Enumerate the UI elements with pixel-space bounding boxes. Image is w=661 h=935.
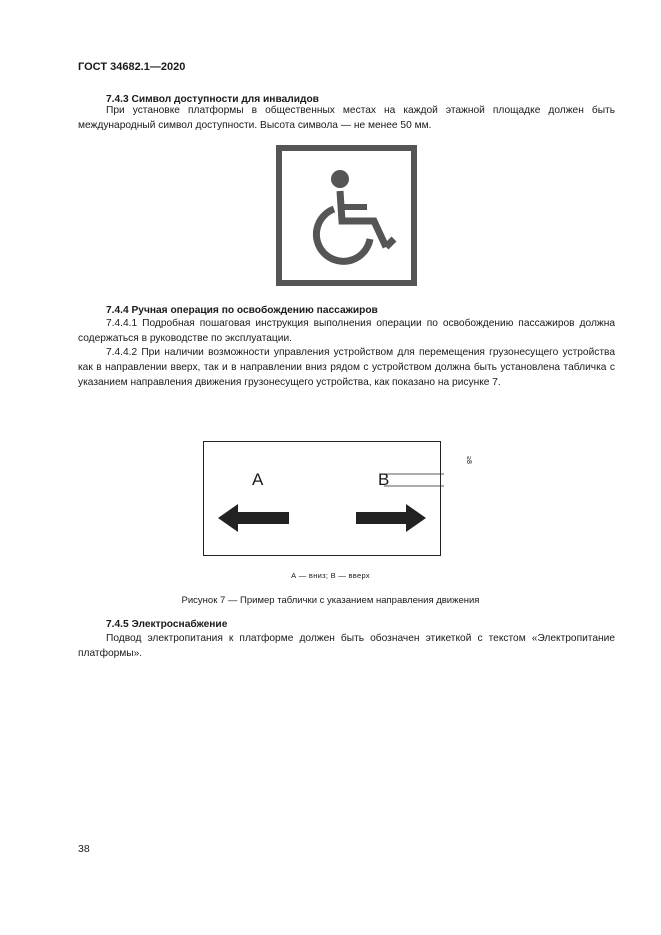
dimension-annotation <box>384 444 444 524</box>
section-743-text: При установке платформы в общественных местах на каждой этажной площадке должен быть международный символ доступности. Высота символа — не менее 50 мм. <box>78 105 615 131</box>
section-744-para1-text: 7.4.4.1 Подробная пошаговая инструкция выполнения операции по освобождению пассажиров должна содержаться в руководстве по эксплуатации. <box>78 318 615 344</box>
label-up-letter: В <box>378 470 390 489</box>
arrow-left-icon <box>218 504 289 532</box>
accessibility-symbol <box>276 145 417 286</box>
section-744-title: 7.4.4 Ручная операция по освобождению пассажиров <box>106 305 378 316</box>
figure-legend: А — вниз; В — вверх <box>291 571 370 580</box>
dimension-label: ≥8 <box>465 456 472 464</box>
section-745-title: 7.4.5 Электроснабжение <box>106 619 228 630</box>
standard-header: ГОСТ 34682.1—2020 <box>78 61 186 73</box>
section-744-para2-text: 7.4.4.2 При наличии возможности управления устройством для перемещения грузонесущего устройства как в направлении вверх, так и в направлении вниз рядом с устройством должна быть установлена табличка с указанием направления движения грузонесущего устройства, как показано на рисунке 7. <box>78 347 615 388</box>
section-743-paragraph <box>78 103 615 133</box>
figure-caption: Рисунок 7 — Пример таблички с указанием направления движения <box>181 595 480 606</box>
section-743-title: 7.4.3 Символ доступности для инвалидов <box>106 94 319 105</box>
wheelchair-icon <box>282 151 411 280</box>
label-down-letter: А <box>252 470 264 489</box>
accessibility-symbol-inner <box>282 151 411 280</box>
section-744-para1 <box>78 316 615 346</box>
section-745-text: Подвод электропитания к платформе должен быть обозначен этикеткой с текстом «Электропитание платформы». <box>78 633 615 659</box>
section-745-paragraph <box>78 631 615 661</box>
section-744-para2 <box>78 345 615 390</box>
page-number: 38 <box>78 843 90 855</box>
